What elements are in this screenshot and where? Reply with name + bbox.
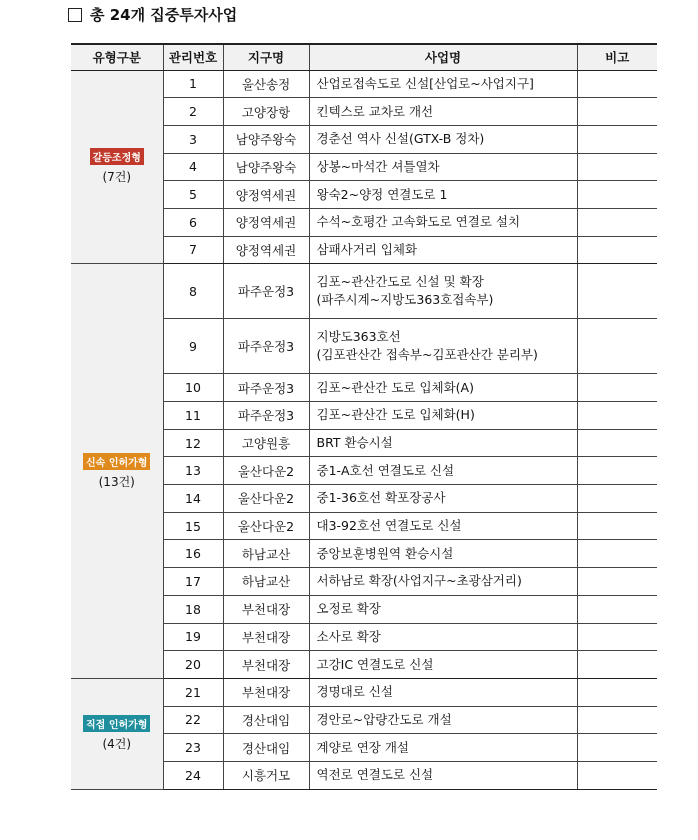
group-badge: 직접 인허가형: [83, 715, 150, 732]
row-note: [577, 181, 657, 209]
row-project: 고강IC 연결도로 신설: [309, 651, 577, 679]
page-title: 총 24개 집중투자사업: [90, 6, 238, 24]
row-district: 파주운정3: [223, 319, 309, 374]
row-num: 9: [163, 319, 223, 374]
header-note: 비고: [577, 44, 657, 70]
row-note: [577, 678, 657, 706]
table-row: [71, 264, 657, 319]
row-num: 20: [163, 651, 223, 679]
table-row: [71, 678, 657, 706]
row-note: [577, 457, 657, 485]
row-note: [577, 512, 657, 540]
row-project-line2: (김포관산간 접속부~김포관산간 분리부): [316, 347, 538, 363]
row-note: [577, 374, 657, 402]
row-district: 파주운정3: [223, 402, 309, 430]
row-district: 경산대임: [223, 706, 309, 734]
row-num: 23: [163, 734, 223, 762]
row-num: 10: [163, 374, 223, 402]
group-cell-fast-permit: [71, 264, 163, 679]
row-project: 경안로~압량간도로 개설: [309, 706, 577, 734]
group-badge: 갈등조정형: [90, 148, 144, 165]
row-project: 서하남로 확장(사업지구~초광삼거리): [309, 568, 577, 596]
row-note: [577, 70, 657, 98]
row-num: 15: [163, 512, 223, 540]
row-note: [577, 595, 657, 623]
row-district: 시흥거모: [223, 761, 309, 789]
row-note: [577, 485, 657, 513]
row-district: 부천대장: [223, 595, 309, 623]
row-district: 경산대임: [223, 734, 309, 762]
row-note: [577, 706, 657, 734]
row-note: [577, 264, 657, 319]
row-note: [577, 402, 657, 430]
row-district: 남양주왕숙: [223, 125, 309, 153]
row-project-line1: 지방도363호선: [316, 329, 401, 345]
row-note: [577, 568, 657, 596]
row-district: 부천대장: [223, 623, 309, 651]
row-num: 5: [163, 181, 223, 209]
row-project: 중1-A호선 연결도로 신설: [309, 457, 577, 485]
row-project: BRT 환승시설: [309, 429, 577, 457]
row-project: [309, 264, 577, 319]
row-district: 울산송정: [223, 70, 309, 98]
header-district: 지구명: [223, 44, 309, 70]
group-cell-conflict: [71, 70, 163, 264]
table-row: [71, 70, 657, 98]
row-note: [577, 623, 657, 651]
group-count: (4건): [102, 737, 132, 752]
row-note: [577, 540, 657, 568]
row-project: 경춘선 역사 신설(GTX-B 정차): [309, 125, 577, 153]
row-num: 17: [163, 568, 223, 596]
row-note: [577, 98, 657, 126]
row-district: 파주운정3: [223, 374, 309, 402]
row-note: [577, 429, 657, 457]
row-project: [309, 319, 577, 374]
row-num: 14: [163, 485, 223, 513]
row-num: 22: [163, 706, 223, 734]
row-note: [577, 761, 657, 789]
row-project: 킨텍스로 교차로 개선: [309, 98, 577, 126]
header-num: 관리번호: [163, 44, 223, 70]
row-project: 삼패사거리 입체화: [309, 236, 577, 264]
checkbox-square-icon: [68, 8, 82, 22]
row-district: 파주운정3: [223, 264, 309, 319]
row-project: 김포~관산간 도로 입체화(A): [309, 374, 577, 402]
row-district: 양정역세권: [223, 236, 309, 264]
row-district: 양정역세권: [223, 208, 309, 236]
row-project: 상봉~마석간 셔틀열차: [309, 153, 577, 181]
row-note: [577, 125, 657, 153]
row-num: 12: [163, 429, 223, 457]
row-district: 울산다운2: [223, 485, 309, 513]
row-num: 3: [163, 125, 223, 153]
group-count: (7건): [102, 170, 132, 185]
row-district: 고양장항: [223, 98, 309, 126]
row-num: 2: [163, 98, 223, 126]
row-num: 11: [163, 402, 223, 430]
row-num: 1: [163, 70, 223, 98]
projects-table: [71, 43, 657, 790]
row-district: 하남교산: [223, 540, 309, 568]
row-num: 7: [163, 236, 223, 264]
row-num: 13: [163, 457, 223, 485]
row-project: 소사로 확장: [309, 623, 577, 651]
row-district: 부천대장: [223, 678, 309, 706]
row-note: [577, 236, 657, 264]
group-badge: 신속 인허가형: [83, 453, 150, 470]
group-cell-direct-permit: [71, 678, 163, 789]
row-num: 4: [163, 153, 223, 181]
row-project: 경명대로 신설: [309, 678, 577, 706]
row-num: 8: [163, 264, 223, 319]
row-note: [577, 734, 657, 762]
row-project: 수석~호평간 고속화도로 연결로 설치: [309, 208, 577, 236]
row-district: 울산다운2: [223, 457, 309, 485]
row-num: 6: [163, 208, 223, 236]
row-num: 24: [163, 761, 223, 789]
row-district: 하남교산: [223, 568, 309, 596]
row-num: 19: [163, 623, 223, 651]
row-note: [577, 208, 657, 236]
row-num: 21: [163, 678, 223, 706]
page-heading: [68, 4, 237, 25]
row-project: 김포~관산간 도로 입체화(H): [309, 402, 577, 430]
row-district: 양정역세권: [223, 181, 309, 209]
header-project: 사업명: [309, 44, 577, 70]
row-district: 남양주왕숙: [223, 153, 309, 181]
row-project: 역전로 연결도로 신설: [309, 761, 577, 789]
row-project-line1: 김포~관산간도로 신설 및 확장: [316, 274, 484, 290]
table-header-row: [71, 44, 657, 70]
row-num: 16: [163, 540, 223, 568]
row-project: 오정로 확장: [309, 595, 577, 623]
row-note: [577, 153, 657, 181]
row-project: 중앙보훈병원역 환승시설: [309, 540, 577, 568]
header-type: 유형구분: [71, 44, 163, 70]
row-project: 산업로접속도로 신설[산업로~사업지구]: [309, 70, 577, 98]
row-note: [577, 319, 657, 374]
row-district: 울산다운2: [223, 512, 309, 540]
row-project-line2: (파주시계~지방도363호접속부): [316, 292, 494, 308]
row-project: 중1-36호선 확포장공사: [309, 485, 577, 513]
group-count: (13건): [98, 474, 135, 489]
row-note: [577, 651, 657, 679]
row-num: 18: [163, 595, 223, 623]
row-project: 대3-92호선 연결도로 신설: [309, 512, 577, 540]
row-project: 계양로 연장 개설: [309, 734, 577, 762]
row-district: 부천대장: [223, 651, 309, 679]
row-district: 고양원흥: [223, 429, 309, 457]
row-project: 왕숙2~양정 연결도로 1: [309, 181, 577, 209]
